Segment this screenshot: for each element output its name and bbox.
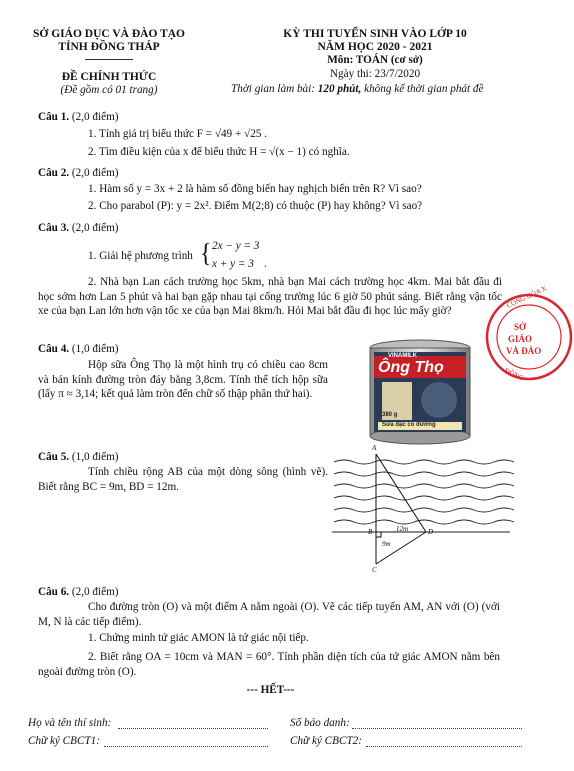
label-a: A <box>372 444 377 452</box>
q1-part2: 2. Tìm điều kiện của x để biểu thức H = √(x − 1) có nghĩa. <box>88 146 350 158</box>
svg-text:ĐỒNG: ĐỒNG <box>503 366 525 383</box>
cbct1-signature-field[interactable] <box>104 746 268 747</box>
pages-note: (Đề gồm có 01 trang) <box>60 84 158 96</box>
can-brand: VINAMILK <box>388 353 417 359</box>
q6-part2: 2. Biết rằng OA = 10cm và MAN = 60°. Tính phần diện tích của tứ giác AMON nằm bên ngoài đường tròn (O). <box>38 651 500 678</box>
svg-text:SỞ: SỞ <box>514 322 527 332</box>
exam-date: Ngày thi: 23/7/2020 <box>329 68 421 80</box>
label-c: C <box>372 566 377 574</box>
can-caption: Sữa đặc có đường <box>382 422 436 428</box>
q3-equation-2: x + y = 3 <box>212 258 254 270</box>
q3-part2: 2. Nhà bạn Lan cách trường học 5km, nhà bạn Mai cách trường học 4km. Mai bắt đầu đi học sớm hơn Lan 5 phút và hai bạn gặp nhau tại cổng trường lúc 6 giờ 50 phút sáng. Biết rằng vận tốc xe của bạn Lan lớn hơn vận tốc xe của bạn Mai 8km/h. Hỏi Mai bắt đầu đi học lúc mấy giờ? <box>38 276 502 318</box>
label-d: D <box>428 528 434 536</box>
q2-heading: Câu 2. (2,0 điểm) <box>38 167 119 179</box>
candidate-name-label: Họ và tên thí sinh: <box>28 717 112 729</box>
school-year: NĂM HỌC 2020 - 2021 <box>317 41 433 53</box>
candidate-number-field[interactable] <box>352 728 522 729</box>
label-bd-length: 12m <box>396 525 409 533</box>
brace-icon: { <box>200 239 212 269</box>
svg-text:GIÁO: GIÁO <box>508 334 533 344</box>
cbct1-label: Chữ ký CBCT1: <box>28 735 100 747</box>
label-bc-length: 9m <box>382 540 391 548</box>
q1-part1: 1. Tính giá trị biểu thức F = √49 + √25 . <box>88 128 267 140</box>
candidate-name-field[interactable] <box>118 728 268 729</box>
q6-part1: 1. Chứng minh tứ giác AMON là tứ giác nội tiếp. <box>88 632 309 644</box>
q6-heading: Câu 6. (2,0 điểm) <box>38 586 119 598</box>
exam-duration: Thời gian làm bài: 120 phút, không kể thời gian phát đề <box>231 83 484 95</box>
svg-text:VÀ ĐÀO: VÀ ĐÀO <box>506 346 542 356</box>
province-name: TỈNH ĐỒNG THÁP <box>58 41 160 53</box>
q5-text: Tính chiều rộng AB của một dòng sông (hình vẽ). Biết rằng BC = 9m, BD = 12m. <box>38 466 328 493</box>
label-b: B <box>368 528 373 536</box>
cbct2-label: Chữ ký CBCT2: <box>290 735 362 747</box>
q3-part1: 1. Giải hệ phương trình <box>88 250 193 262</box>
header-divider-left <box>85 59 133 60</box>
can-name: Ông Thọ <box>378 359 444 376</box>
q2-part1: 1. Hàm số y = 3x + 2 là hàm số đồng biến hay nghịch biến trên R? Vì sao? <box>88 183 422 195</box>
cbct2-signature-field[interactable] <box>366 746 522 747</box>
end-marker: --- HẾT--- <box>246 684 295 696</box>
can-weight: 380 g <box>382 412 398 418</box>
q3-heading: Câu 3. (2,0 điểm) <box>38 222 119 234</box>
exam-title: KỲ THI TUYỂN SINH VÀO LỚP 10 <box>283 28 467 40</box>
q5-heading: Câu 5. (1,0 điểm) <box>38 451 119 463</box>
q3-equation-end: . <box>264 258 267 270</box>
official-stamp <box>484 284 574 383</box>
q3-equation-1: 2x − y = 3 <box>212 240 260 252</box>
svg-text:CỘNG HÒA X: CỘNG HÒA X <box>505 284 548 310</box>
subject: Môn: TOÁN (cơ sở) <box>327 54 423 66</box>
q2-part2: 2. Cho parabol (P): y = 2x². Điểm M(2;8) có thuộc (P) hay không? Vì sao? <box>88 200 423 212</box>
q6-text: Cho đường tròn (O) và một điểm A nằm ngoài (O). Vẽ các tiếp tuyến AM, AN với (O) (với M, N là các tiếp điểm). <box>38 601 500 628</box>
river-figure <box>332 444 512 578</box>
q1-heading: Câu 1. (2,0 điểm) <box>38 111 119 123</box>
candidate-number-label: Số báo danh: <box>290 717 350 729</box>
milk-can-image <box>364 338 476 446</box>
department-name: SỞ GIÁO DỤC VÀ ĐÀO TẠO <box>33 28 185 40</box>
official-label: ĐỀ CHÍNH THỨC <box>61 71 157 83</box>
q4-text: Hộp sữa Ông Thọ là một hình trụ có chiều cao 8cm và bán kính đường tròn đáy bằng 3,8cm. Tính thể tích hộp sữa (lấy π ≈ 3,14; kết quả làm tròn đến chữ số thập phân thứ hai). <box>38 359 328 401</box>
q4-heading: Câu 4. (1,0 điểm) <box>38 343 119 355</box>
